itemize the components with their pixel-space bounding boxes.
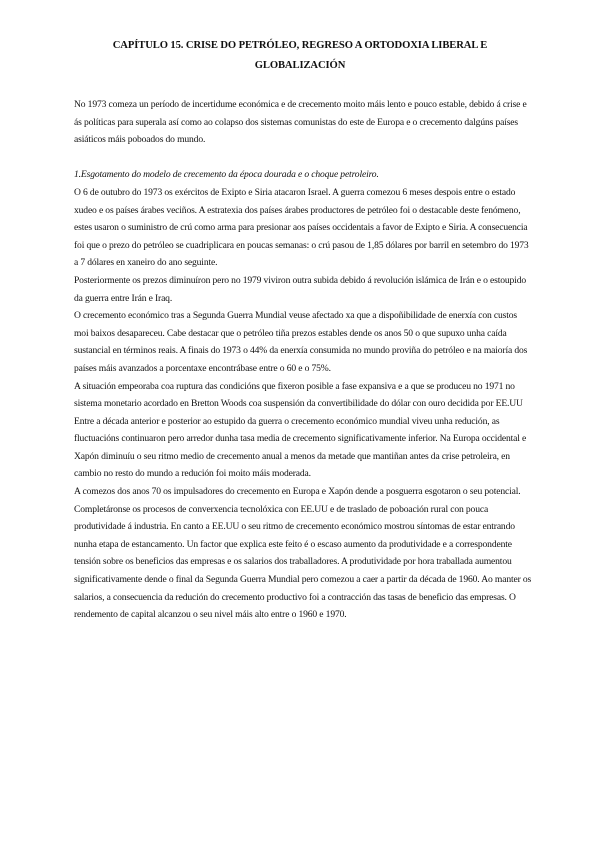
chapter-title: CAPÍTULO 15. CRISE DO PETRÓLEO, REGRESO A ORTODOXIA LIBERAL E GLOBALIZACIÓN	[112, 40, 488, 71]
body-paragraph: Posteriormente os prezos diminuíron pero no 1979 viviron outra subida debido á revolución islámica de Irán e o estoupido da guerra entre Irán e Iraq.	[74, 274, 526, 304]
body-paragraph: O 6 de outubro do 1973 os exércitos de Exipto e Siria atacaron Israel. A guerra comezou 6 meses despois entre o estado xudeo e os países árabes veciños. A estratexia dos países árabes productores de petróleo foi o destacable deste fenómeno, estes usaron o suministro de crú como arma para presionar aos países occidentais a favor de Exipto e Siria. A consecuencia foi que o prezo do petróleo se cuadriplicara en poucas semanas: o crú pasou de 1,85 dólares por barril en setembro do 1973 a 7 dólares en xaneiro do ano seguinte.	[74, 186, 529, 269]
body-paragraph: O crecemento económico tras a Segunda Guerra Mundial veuse afectado xa que a dispoñibilidade de enerxía con custos moi baixos desapareceu. Cabe destacar que o petróleo tiña prezos estables dende os anos 50 o que supuxo unha caída sustancial en términos reais. A finais do 1973 o 44% da enerxía consumida no mundo proviña do petróleo e na maioría dos países máis avanzados a porcentaxe encontrábase entre o 60 e o 75%.	[74, 310, 528, 374]
document-body	[74, 96, 532, 624]
body-paragraph: A comezos dos anos 70 os impulsadores do crecemento en Europa e Xapón dende a posguerra esgotaron o seu potencial. Completáronse os procesos de converxencia tecnolóxica con EE.UU e de traslado de poboación rural con pouca produtividade á industria. En canto a EE.UU o seu ritmo de crecemento económico mostrou síntomas de estar entrando nunha etapa de estancamento. Un factor que explica este feito é o escaso aumento da produtividade e a correspondente tensión sobre os beneficios das empresas e os salarios dos traballadores. A produtividade por hora traballada aumentou significativamente dende o final da Segunda Guerra Mundial pero comezou a caer a partir da década de 1960. Ao manter os salarios, a consecuencia da redución do crecemento productivo foi a contracción das tasas de beneficio das empresas. O rendemento de capital alcanzou o seu nivel máis alto entre o 1960 e 1970.	[74, 486, 532, 621]
body-paragraph: Entre a década anterior e posterior ao estupido da guerra o crecemento económico mundial viveu unha redución, as fluctuacións continuaron pero arredor dunha tasa media de crecemento significativamente inferior. Na Europa occidental e Xapón diminuíu o seu ritmo medio de crecemento anual a menos da metade que mantiñan antes da crise petroleira, en cambio no resto do mundo a redución foi moito máis moderada.	[74, 415, 527, 480]
intro-paragraph: No 1973 comeza un período de incertidume económica e de crecemento moito máis lento e pouco estable, debido á crise e ás políticas para superala así como ao colapso dos sistemas comunistas do este de Europa e o crecemento dalgúns países asiáticos máis poboados do mundo.	[74, 99, 527, 146]
body-paragraph: A situación empeoraba coa ruptura das condicións que fixeron posible a fase expansiva e a que se produceu no 1971 no sistema monetario acordado en Bretton Woods coa suspensión da convertibilidade do dólar con ouro decidida por EE.UU	[74, 380, 523, 410]
section-heading: 1.Esgotamento do modelo de crecemento da época dourada e o choque petroleiro.	[74, 169, 379, 181]
